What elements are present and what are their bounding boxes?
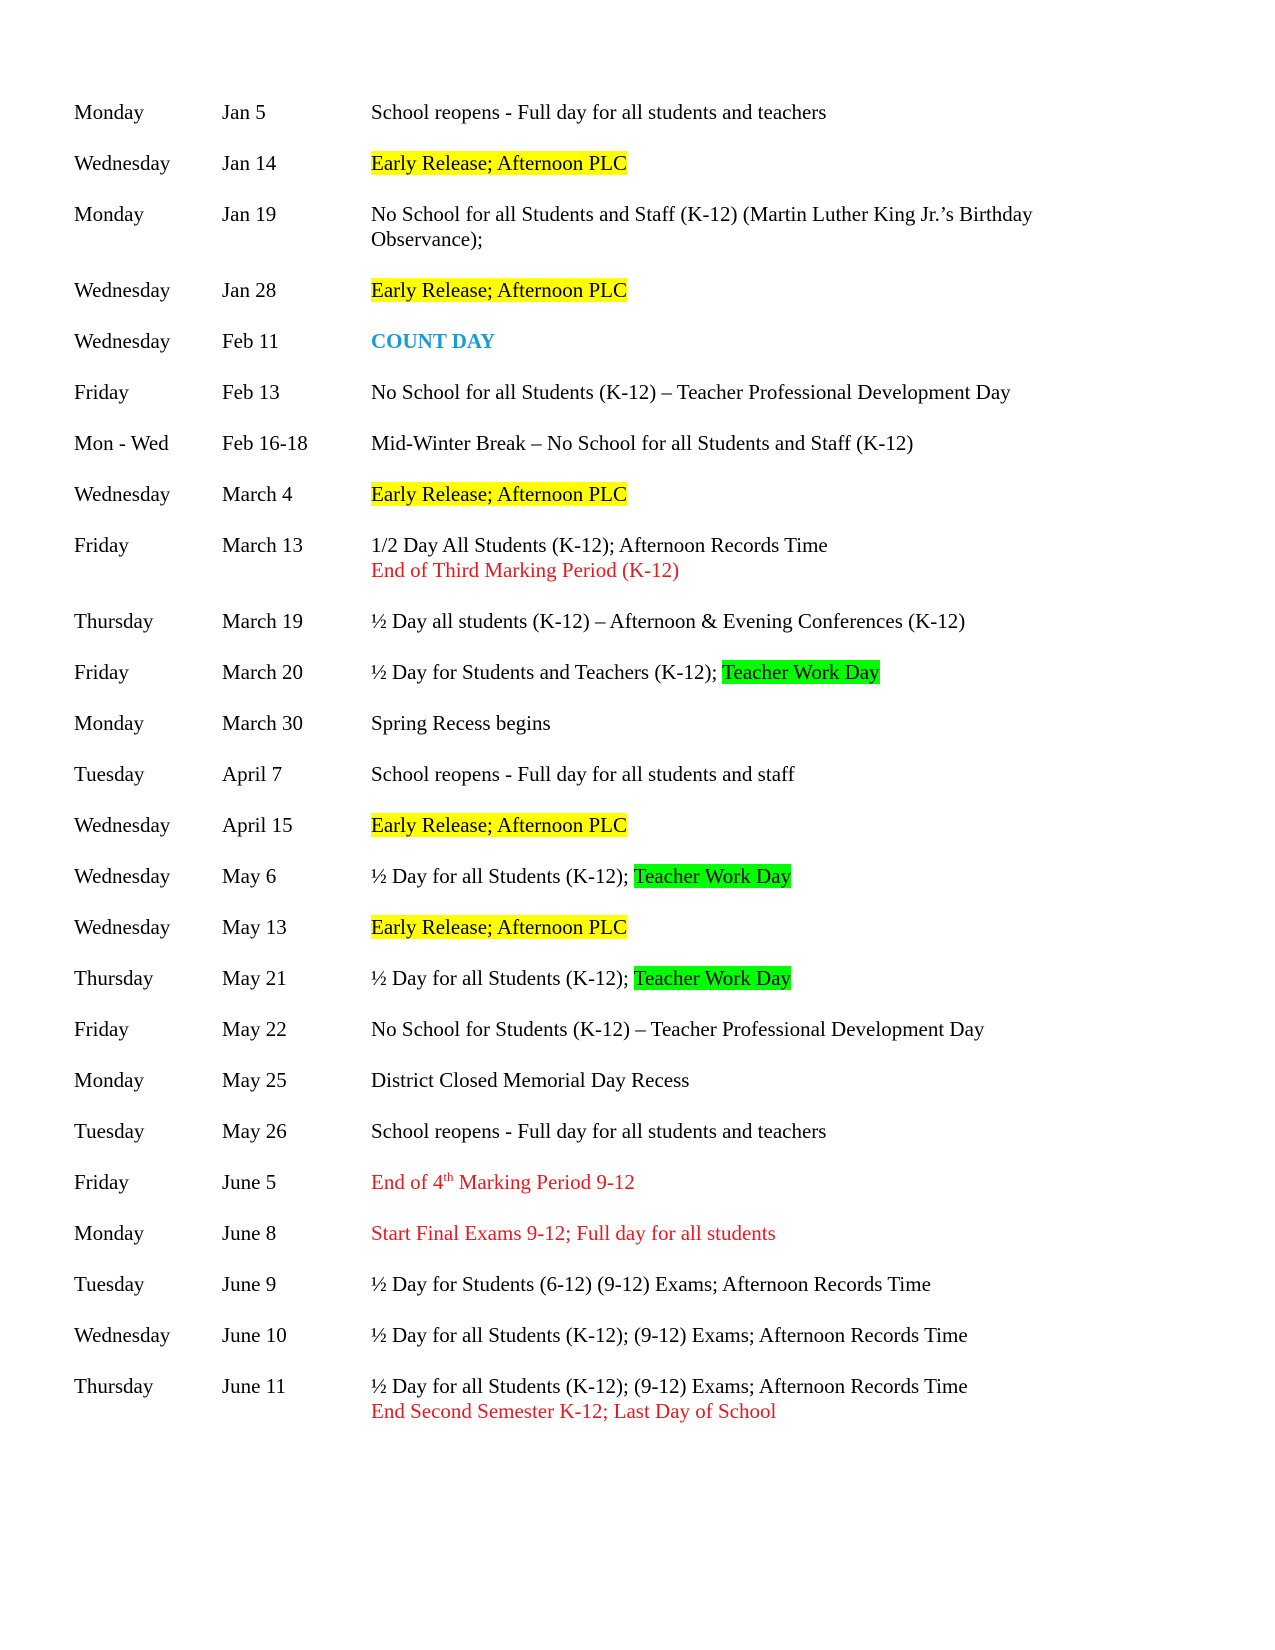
event-text: ½ Day for all Students (K-12); (371, 864, 634, 888)
event-description (371, 1374, 1131, 1424)
event-text-continued: Observance); (371, 227, 483, 251)
event-date: Jan 19 (222, 202, 277, 226)
event-date: Feb 11 (222, 329, 279, 353)
event-date: Feb 16-18 (222, 431, 308, 455)
event-description (371, 482, 1131, 507)
event-text: No School for all Students (K-12) – Teacher Professional Development Day (371, 380, 1011, 404)
event-description (371, 864, 1131, 889)
event-description (371, 1170, 1131, 1195)
event-description (371, 711, 1131, 736)
event-text: District Closed Memorial Day Recess (371, 1068, 690, 1092)
event-day: Friday (74, 380, 129, 404)
event-description (371, 966, 1131, 991)
event-date: March 4 (222, 482, 293, 506)
event-text: School reopens - Full day for all students and teachers (371, 100, 827, 124)
event-day: Wednesday (74, 813, 171, 837)
event-date: March 13 (222, 533, 304, 557)
event-date: June 5 (222, 1170, 277, 1194)
early-release-highlight: Early Release; Afternoon PLC (371, 278, 628, 302)
event-day: Wednesday (74, 1323, 171, 1347)
event-date: March 30 (222, 711, 304, 735)
event-day: Tuesday (74, 762, 145, 786)
marking-period-note: End of Third Marking Period (K-12) (371, 558, 680, 582)
event-date: May 13 (222, 915, 287, 939)
event-date: May 26 (222, 1119, 287, 1143)
event-day: Monday (74, 100, 144, 124)
event-description (371, 1323, 1131, 1348)
event-day: Friday (74, 1017, 129, 1041)
count-day-label: COUNT DAY (371, 329, 496, 353)
event-description (371, 278, 1131, 303)
event-description (371, 1221, 1131, 1246)
event-description (371, 1119, 1131, 1144)
event-date: Feb 13 (222, 380, 280, 404)
event-day: Wednesday (74, 329, 171, 353)
event-text: ½ Day for all Students (K-12); (9-12) Exams; Afternoon Records Time (371, 1374, 968, 1398)
event-description (371, 915, 1131, 940)
event-day: Wednesday (74, 864, 171, 888)
event-day: Wednesday (74, 915, 171, 939)
event-text: School reopens - Full day for all students and staff (371, 762, 795, 786)
event-description (371, 609, 1131, 634)
event-description (371, 813, 1131, 838)
event-date: Jan 28 (222, 278, 277, 302)
event-date: May 21 (222, 966, 287, 990)
event-date: June 10 (222, 1323, 287, 1347)
early-release-highlight: Early Release; Afternoon PLC (371, 915, 628, 939)
event-description (371, 533, 1131, 583)
event-day: Thursday (74, 609, 154, 633)
event-description (371, 762, 1131, 787)
early-release-highlight: Early Release; Afternoon PLC (371, 813, 628, 837)
event-day: Monday (74, 1221, 144, 1245)
event-description (371, 100, 1131, 125)
event-text: Mid-Winter Break – No School for all Students and Staff (K-12) (371, 431, 914, 455)
event-date: June 8 (222, 1221, 277, 1245)
event-date: April 7 (222, 762, 283, 786)
event-text: ½ Day for Students (6-12) (9-12) Exams; Afternoon Records Time (371, 1272, 931, 1296)
last-day-note: End Second Semester K-12; Last Day of School (371, 1399, 777, 1423)
teacher-work-day-highlight: Teacher Work Day (722, 660, 880, 684)
event-day: Thursday (74, 1374, 154, 1398)
event-text: ½ Day for all Students (K-12); (9-12) Exams; Afternoon Records Time (371, 1323, 968, 1347)
early-release-highlight: Early Release; Afternoon PLC (371, 151, 628, 175)
event-description (371, 151, 1131, 176)
event-description (371, 1272, 1131, 1297)
event-date: March 20 (222, 660, 304, 684)
event-text: School reopens - Full day for all students and teachers (371, 1119, 827, 1143)
event-day: Mon - Wed (74, 431, 169, 455)
event-date: May 6 (222, 864, 277, 888)
event-description (371, 660, 1131, 685)
event-day: Tuesday (74, 1272, 145, 1296)
event-date: May 22 (222, 1017, 287, 1041)
event-day: Friday (74, 533, 129, 557)
event-day: Tuesday (74, 1119, 145, 1143)
event-day: Wednesday (74, 482, 171, 506)
event-description (371, 202, 1131, 252)
event-text: No School for Students (K-12) – Teacher Professional Development Day (371, 1017, 985, 1041)
teacher-work-day-highlight: Teacher Work Day (633, 966, 792, 990)
event-date: Jan 5 (222, 100, 266, 124)
final-exams-note: Start Final Exams 9-12; Full day for all students (371, 1221, 776, 1245)
event-date: June 9 (222, 1272, 277, 1296)
event-day: Monday (74, 202, 144, 226)
event-day: Wednesday (74, 151, 171, 175)
event-text: 1/2 Day All Students (K-12); Afternoon Records Time (371, 533, 828, 557)
event-text: Spring Recess begins (371, 711, 551, 735)
event-description (371, 329, 1131, 354)
event-day: Monday (74, 711, 144, 735)
event-description (371, 1017, 1131, 1042)
event-date: June 11 (222, 1374, 286, 1398)
event-day: Monday (74, 1068, 144, 1092)
event-date: April 15 (222, 813, 293, 837)
marking-period-note: End of 4th Marking Period 9-12 (371, 1169, 635, 1194)
event-date: March 19 (222, 609, 304, 633)
event-day: Wednesday (74, 278, 171, 302)
early-release-highlight: Early Release; Afternoon PLC (371, 482, 628, 506)
teacher-work-day-highlight: Teacher Work Day (633, 864, 792, 888)
event-text: No School for all Students and Staff (K-12) (Martin Luther King Jr.’s Birthday (371, 202, 1033, 226)
event-day: Thursday (74, 966, 154, 990)
event-description (371, 1068, 1131, 1093)
event-description (371, 431, 1131, 456)
event-day: Friday (74, 1170, 129, 1194)
event-description (371, 380, 1131, 405)
event-text: ½ Day all students (K-12) – Afternoon & Evening Conferences (K-12) (371, 609, 966, 633)
event-day: Friday (74, 660, 129, 684)
event-date: May 25 (222, 1068, 287, 1092)
event-text: ½ Day for Students and Teachers (K-12); (371, 660, 723, 684)
event-text: ½ Day for all Students (K-12); (371, 966, 634, 990)
event-date: Jan 14 (222, 151, 277, 175)
